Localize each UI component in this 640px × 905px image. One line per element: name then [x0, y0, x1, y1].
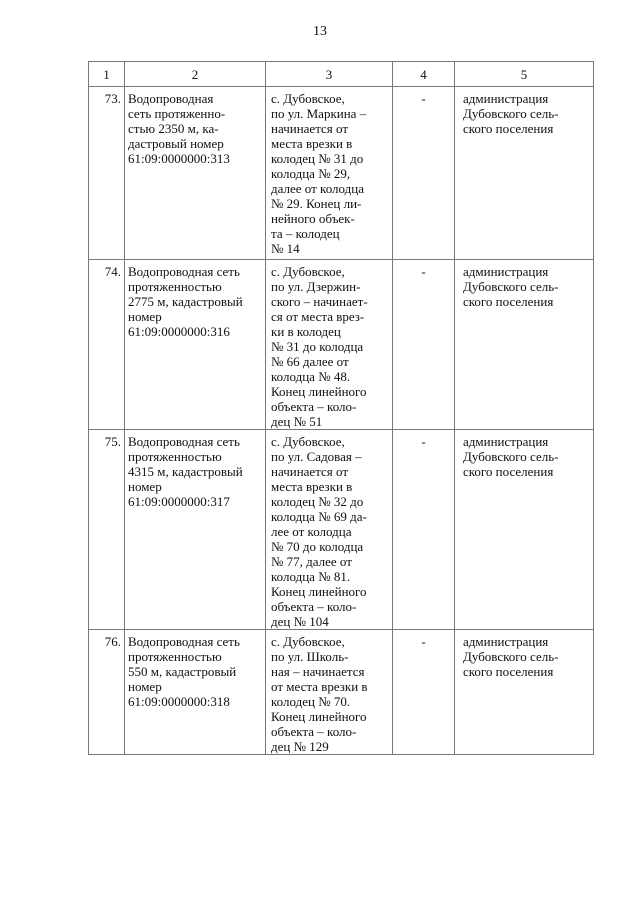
location-description: с. Дубовское, по ул. Маркина – начинается от места врезки в колодец № 31 до колодца № 29, далее от колодца № 29. Конец ли- нейного объек- та – колодец № 14 [266, 87, 393, 260]
object-description: Водопроводная сеть протяженностью 2775 м, кадастровый номер 61:09:0000000:316 [125, 260, 266, 430]
holder-name: администрация Дубовского сель- ского поселения [455, 87, 594, 260]
holder-name: администрация Дубовского сель- ского поселения [455, 630, 594, 755]
location-description: с. Дубовское, по ул. Садовая – начинается от места врезки в колодец № 32 до колодца № 69 да- лее от колодца № 70 до колодца № 77, далее от колодца № 81. Конец линейного объекта – коло- дец № 104 [266, 430, 393, 630]
column-4-value: - [393, 260, 455, 430]
column-header-2: 2 [125, 62, 266, 87]
row-number: 74. [89, 260, 125, 430]
object-description: Водопроводная сеть протяженностью 550 м, кадастровый номер 61:09:0000000:318 [125, 630, 266, 755]
table-row [89, 430, 594, 630]
object-description: Водопроводная сеть протяженностью 4315 м, кадастровый номер 61:09:0000000:317 [125, 430, 266, 630]
page-number: 13 [313, 24, 327, 39]
object-description: Водопроводная сеть протяженно- стью 2350 м, ка- дастровый номер 61:09:0000000:313 [125, 87, 266, 260]
location-description: с. Дубовское, по ул. Школь- ная – начинается от места врезки в колодец № 70. Конец линейного объекта – коло- дец № 129 [266, 630, 393, 755]
column-header-4: 4 [393, 62, 455, 87]
row-number: 73. [89, 87, 125, 260]
location-description: с. Дубовское, по ул. Дзержин- ского – начинает- ся от места врез- ки в колодец № 31 до колодца № 66 далее от колодца № 48. Конец линейного объекта – коло- дец № 51 [266, 260, 393, 430]
holder-name: администрация Дубовского сель- ского поселения [455, 260, 594, 430]
column-4-value: - [393, 87, 455, 260]
row-number: 76. [89, 630, 125, 755]
row-number: 75. [89, 430, 125, 630]
column-header-5: 5 [455, 62, 594, 87]
registry-table [88, 61, 594, 755]
table-row [89, 260, 594, 430]
holder-name: администрация Дубовского сель- ского поселения [455, 430, 594, 630]
table-row [89, 630, 594, 755]
column-header-3: 3 [266, 62, 393, 87]
column-header-1: 1 [89, 62, 125, 87]
table-row [89, 87, 594, 260]
column-4-value: - [393, 630, 455, 755]
header-row [89, 62, 594, 87]
column-4-value: - [393, 430, 455, 630]
